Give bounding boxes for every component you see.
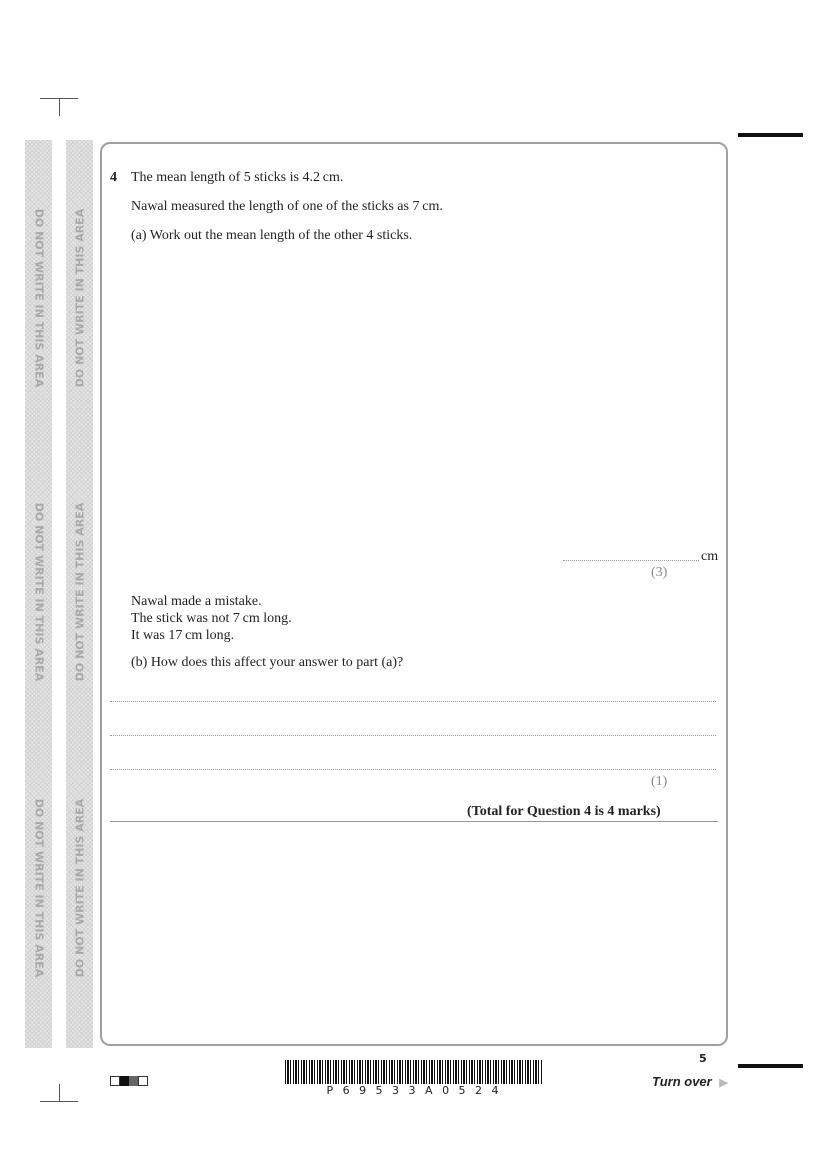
edge-bar-bottom [738, 1064, 803, 1068]
margin-warning: DO NOT WRITE IN THIS AREA [32, 208, 45, 388]
margin-warning: DO NOT WRITE IN THIS AREA [32, 502, 45, 682]
margin-strip-right [66, 140, 93, 1048]
info-line: It was 17 cm long. [131, 628, 235, 643]
question-stem: The mean length of 5 sticks is 4.2 cm. [131, 170, 344, 185]
page-number: 5 [699, 1052, 707, 1065]
margin-warning: DO NOT WRITE IN THIS AREA [73, 502, 86, 682]
arrow-right-icon: ▶ [719, 1077, 728, 1089]
part-a-prompt: (a) Work out the mean length of the other 4 sticks. [131, 228, 413, 243]
answer-unit: cm [701, 549, 719, 564]
info-line: The stick was not 7 cm long. [131, 611, 292, 626]
turn-over [652, 1074, 728, 1089]
divider [110, 821, 718, 822]
marks-b: (1) [651, 774, 668, 789]
answer-line-b[interactable] [110, 701, 716, 702]
marks-a: (3) [651, 565, 668, 580]
answer-line-b[interactable] [110, 769, 716, 770]
question-line2: Nawal measured the length of one of the sticks as 7 cm. [131, 199, 443, 214]
page-marker-icon [110, 1076, 148, 1086]
barcode-text: P 6 9 5 3 3 A 0 5 2 4 [326, 1084, 502, 1097]
margin-strip-left [25, 140, 52, 1048]
part-b-prompt: (b) How does this affect your answer to part (a)? [131, 655, 404, 670]
question-number: 4 [110, 170, 117, 185]
crop-mark-top-v [59, 98, 60, 116]
margin-warning: DO NOT WRITE IN THIS AREA [73, 208, 86, 388]
crop-mark-bottom-v [59, 1084, 60, 1102]
answer-line-b[interactable] [110, 735, 716, 736]
info-line: Nawal made a mistake. [131, 594, 262, 609]
turn-over-label: Turn over [652, 1074, 712, 1089]
edge-bar-top [738, 133, 803, 137]
margin-warning: DO NOT WRITE IN THIS AREA [32, 798, 45, 978]
margin-warning: DO NOT WRITE IN THIS AREA [73, 798, 86, 978]
barcode [285, 1060, 543, 1084]
answer-line-a[interactable] [563, 560, 699, 561]
total-marks: (Total for Question 4 is 4 marks) [467, 804, 661, 819]
